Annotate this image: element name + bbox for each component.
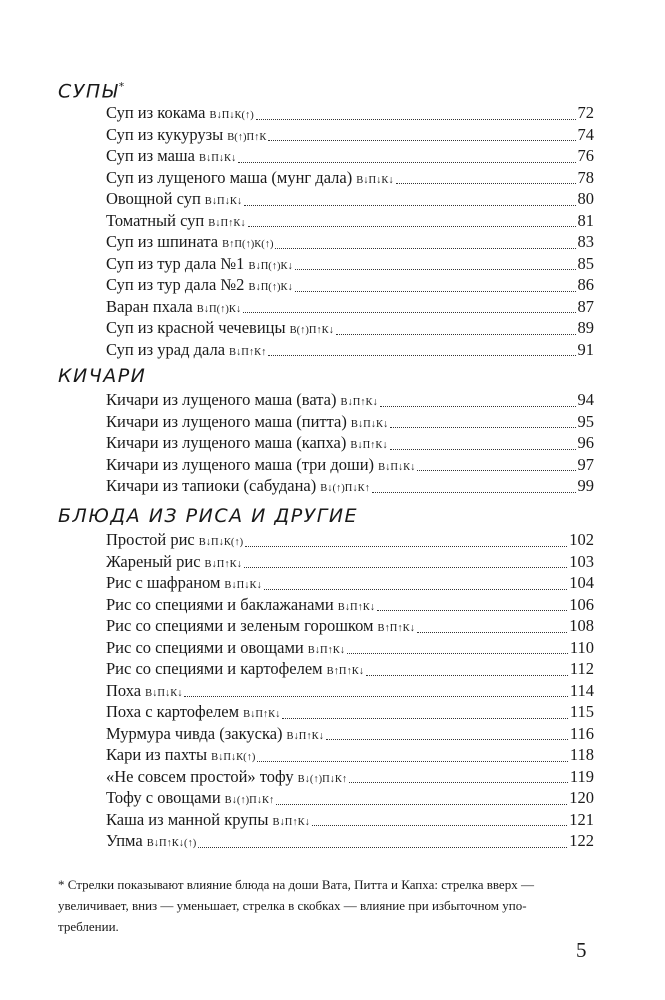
- toc-entry-page-number: 118: [569, 745, 594, 764]
- dosha-effect-marks: В↓П↓К(↑): [209, 110, 254, 121]
- dot-leader: [184, 696, 567, 697]
- dot-leader: [377, 610, 567, 611]
- toc-entry-label: Суп из лущеного маша (мунг дала): [106, 167, 353, 187]
- toc-entry-page-number: 112: [569, 659, 594, 678]
- toc-entry-page-number: 78: [577, 167, 594, 187]
- toc-entry-label: Мурмура чивда (закуска): [106, 723, 283, 743]
- dot-leader: [275, 248, 575, 249]
- section-title-kichari: КИЧАРИ: [58, 365, 147, 387]
- dot-leader: [276, 804, 567, 805]
- dosha-effect-marks: В↑П↑К↓: [377, 623, 415, 634]
- toc-entry: [106, 340, 594, 362]
- toc-entry-label: Каша из манной крупы: [106, 809, 269, 829]
- dosha-effect-marks: В↓П↑К↓: [208, 217, 246, 229]
- dosha-effect-marks: В↑П(↑)К(↑): [222, 239, 274, 250]
- toc-entry: [106, 476, 594, 498]
- toc-entry-page-number: 120: [569, 788, 594, 807]
- dot-leader: [256, 119, 576, 120]
- toc-entry-page-number: 83: [577, 232, 594, 251]
- toc-entry-label: Кичари из лущеного маша (капха): [106, 433, 347, 452]
- toc-entry: [106, 681, 594, 703]
- toc-entry: [106, 767, 594, 789]
- toc-entry-label: Кари из пахты: [106, 745, 208, 764]
- toc-entry: [106, 745, 594, 767]
- toc-entry-page-number: 119: [569, 766, 594, 786]
- toc-entry: [106, 810, 594, 832]
- dosha-effect-marks: В↓П↓К↓: [350, 418, 389, 430]
- dosha-effect-marks: В↓П(↑)К↓: [248, 260, 293, 272]
- page-number: 5: [576, 938, 587, 962]
- toc-entry: [106, 275, 594, 297]
- toc-entry-label: Упма: [106, 831, 143, 850]
- toc-entry-label: Суп из шпината: [106, 232, 219, 251]
- dot-leader: [417, 470, 575, 471]
- toc-entry: [106, 831, 594, 853]
- toc-entry-page-number: 87: [577, 296, 594, 316]
- toc-entry-page-number: 121: [569, 809, 594, 829]
- dosha-effect-marks: В↓П↓К↓: [224, 580, 262, 591]
- dosha-effect-marks: В↓П↓К↓: [356, 174, 394, 186]
- dot-leader: [243, 312, 575, 313]
- dot-leader: [336, 334, 576, 335]
- toc-entry-page-number: 94: [577, 390, 594, 409]
- toc-entry: [106, 433, 594, 455]
- dot-leader: [396, 183, 576, 184]
- dosha-effect-marks: В↓П↑К↑: [229, 346, 267, 358]
- toc-entry: [106, 455, 594, 477]
- toc-entry-page-number: 85: [577, 253, 594, 273]
- toc-entry: [106, 638, 594, 660]
- toc-entry-label: Рис со специями и картофелем: [106, 659, 323, 678]
- toc-entry: [106, 168, 594, 190]
- toc-entry: [106, 232, 594, 254]
- section-entries-kichari: [106, 390, 594, 498]
- toc-entry-page-number: 114: [569, 680, 594, 700]
- toc-entry: [106, 390, 594, 412]
- footnote-line: увеличивает, вниз — уменьшает, стрелка в скобках — влияние при избыточном упо-: [58, 898, 527, 913]
- dot-leader: [244, 567, 567, 568]
- dosha-effect-marks: В↓П↓К↓: [204, 196, 243, 207]
- dot-leader: [417, 632, 567, 633]
- dosha-effect-marks: В↓П↓К(↑): [211, 752, 256, 763]
- dosha-effect-marks: В↓П↑К↓: [350, 440, 388, 451]
- toc-entry: [106, 552, 594, 574]
- section-title-soups: СУПЫ*: [58, 80, 126, 103]
- dosha-effect-marks: В↓П↑К↓: [340, 397, 378, 408]
- dosha-effect-marks: В(↑)П↑К: [227, 131, 267, 143]
- dosha-effect-marks: В↓П↑К↓: [337, 601, 376, 613]
- toc-entry-page-number: 91: [577, 339, 594, 359]
- toc-entry: [106, 724, 594, 746]
- toc-entry-label: Кичари из лущеного маша (питта): [106, 411, 347, 431]
- toc-entry-label: Жареный рис: [106, 551, 201, 571]
- toc-entry-page-number: 80: [577, 189, 594, 208]
- toc-entry-label: Кичари из тапиоки (сабудана): [106, 476, 317, 495]
- dot-leader: [257, 761, 567, 762]
- toc-entry-label: Суп из красной чечевицы: [106, 318, 286, 337]
- dot-leader: [268, 355, 575, 356]
- dosha-effect-marks: В↓П↑К↓: [307, 644, 346, 656]
- dosha-effect-marks: В↓П↑К↓: [286, 730, 324, 742]
- toc-entry: [106, 103, 594, 125]
- footnote-line: * Стрелки показывают влияние блюда на доши Вата, Питта и Капха: стрелка вверх —: [58, 877, 534, 892]
- toc-entry-page-number: 122: [569, 831, 594, 850]
- dosha-effect-marks: В↓П↓К↓: [198, 153, 237, 164]
- toc-entry-label: Варан пхала: [106, 296, 193, 316]
- toc-entry-page-number: 96: [577, 433, 594, 452]
- toc-entry-page-number: 108: [569, 616, 594, 635]
- toc-entry-label: Рис со специями и овощами: [106, 637, 304, 657]
- dot-leader: [326, 739, 568, 740]
- toc-entry-page-number: 106: [569, 594, 594, 614]
- toc-entry-page-number: 76: [577, 146, 594, 165]
- toc-entry-page-number: 97: [577, 454, 594, 474]
- dot-leader: [268, 140, 575, 141]
- toc-entry-page-number: 89: [577, 318, 594, 337]
- toc-entry-label: Суп из урад дала: [106, 339, 226, 359]
- toc-entry-label: Простой рис: [106, 530, 195, 549]
- toc-entry-page-number: 95: [577, 411, 594, 431]
- dot-leader: [349, 782, 568, 783]
- dot-leader: [380, 406, 576, 407]
- toc-entry-page-number: 110: [569, 637, 594, 657]
- dosha-effect-marks: В↓П↑К↓: [243, 709, 281, 720]
- toc-entry-page-number: 86: [577, 275, 594, 294]
- toc-entry: [106, 211, 594, 233]
- dot-leader: [198, 847, 567, 848]
- dosha-effect-marks: В↓П↑К↓: [204, 558, 242, 570]
- dot-leader: [238, 162, 575, 163]
- dot-leader: [248, 226, 576, 227]
- dot-leader: [390, 449, 576, 450]
- toc-entry-label: Рис со специями и зеленым горошком: [106, 616, 374, 635]
- toc-entry-page-number: 103: [569, 551, 594, 571]
- toc-entry: [106, 595, 594, 617]
- toc-entry-page-number: 104: [569, 573, 594, 592]
- toc-entry-label: Кичари из лущеного маша (три доши): [106, 454, 375, 474]
- toc-entry-label: Рис с шафраном: [106, 573, 221, 592]
- toc-entry-page-number: 74: [577, 124, 594, 144]
- footnote: [58, 874, 598, 937]
- dot-leader: [264, 589, 568, 590]
- section-entries-rice-dishes: [106, 530, 594, 853]
- section-title-rice-dishes: БЛЮДА ИЗ РИСА И ДРУГИЕ: [58, 505, 359, 527]
- toc-entry-page-number: 72: [577, 103, 594, 122]
- toc-entry-label: «Не совсем простой» тофу: [106, 766, 294, 786]
- section-entries-soups: [106, 103, 594, 361]
- toc-entry: [106, 297, 594, 319]
- dosha-effect-marks: В↓П↓К↓: [145, 687, 183, 699]
- toc-entry: [106, 616, 594, 638]
- toc-entry: [106, 254, 594, 276]
- toc-entry: [106, 189, 594, 211]
- dosha-effect-marks: В↓П↓К↓: [378, 461, 416, 473]
- dot-leader: [366, 675, 568, 676]
- dot-leader: [312, 825, 567, 826]
- toc-entry-label: Кичари из лущеного маша (вата): [106, 390, 337, 409]
- dot-leader: [295, 291, 576, 292]
- dosha-effect-marks: В↓(↑)П↓К↑: [224, 795, 275, 806]
- toc-entry: [106, 146, 594, 168]
- toc-entry-page-number: 115: [569, 702, 594, 721]
- toc-entry-page-number: 102: [569, 530, 594, 549]
- toc-entry: [106, 530, 594, 552]
- toc-entry-label: Поха с картофелем: [106, 702, 240, 721]
- toc-entry: [106, 573, 594, 595]
- footnote-line: треблении.: [58, 919, 119, 934]
- toc-entry-label: Суп из кукурузы: [106, 124, 224, 144]
- dot-leader: [295, 269, 576, 270]
- dot-leader: [372, 492, 576, 493]
- dosha-effect-marks: В↓(↑)П↓К↑: [297, 773, 348, 785]
- toc-entry-label: Овощной суп: [106, 189, 201, 208]
- toc-entry-label: Тофу с овощами: [106, 788, 221, 807]
- dosha-effect-marks: В↓П↓К(↑): [198, 537, 244, 548]
- toc-entry: [106, 702, 594, 724]
- toc-entry-label: Суп из кокама: [106, 103, 206, 122]
- toc-entry-label: Суп из маша: [106, 146, 195, 165]
- dot-leader: [390, 427, 575, 428]
- toc-entry: [106, 318, 594, 340]
- toc-entry: [106, 659, 594, 681]
- dot-leader: [244, 205, 575, 206]
- dot-leader: [245, 546, 567, 547]
- toc-entry-label: Суп из тур дала №2: [106, 275, 245, 294]
- toc-entry-label: Рис со специями и баклажанами: [106, 594, 334, 614]
- toc-entry: [106, 412, 594, 434]
- toc-entry-label: Поха: [106, 680, 142, 700]
- dosha-effect-marks: В↓П(↑)К↓: [196, 303, 242, 315]
- dot-leader: [282, 718, 567, 719]
- toc-entry-page-number: 81: [577, 210, 594, 230]
- dosha-effect-marks: В↑П↑К↓: [326, 666, 364, 677]
- toc-entry: [106, 125, 594, 147]
- dosha-effect-marks: В↓П↑К↓: [272, 816, 310, 828]
- toc-entry-label: Суп из тур дала №1: [106, 253, 245, 273]
- dosha-effect-marks: В↓(↑)П↓К↑: [320, 483, 370, 494]
- dosha-effect-marks: В↓П(↑)К↓: [248, 282, 293, 293]
- dot-leader: [347, 653, 568, 654]
- toc-entry-label: Томатный суп: [106, 210, 205, 230]
- toc-entry: [106, 788, 594, 810]
- dosha-effect-marks: В(↑)П↑К↓: [289, 325, 334, 336]
- dosha-effect-marks: В↓П↑К↓(↑): [146, 838, 197, 849]
- toc-entry-page-number: 116: [569, 723, 594, 743]
- footnote-marker: *: [118, 80, 126, 93]
- toc-entry-page-number: 99: [577, 476, 594, 495]
